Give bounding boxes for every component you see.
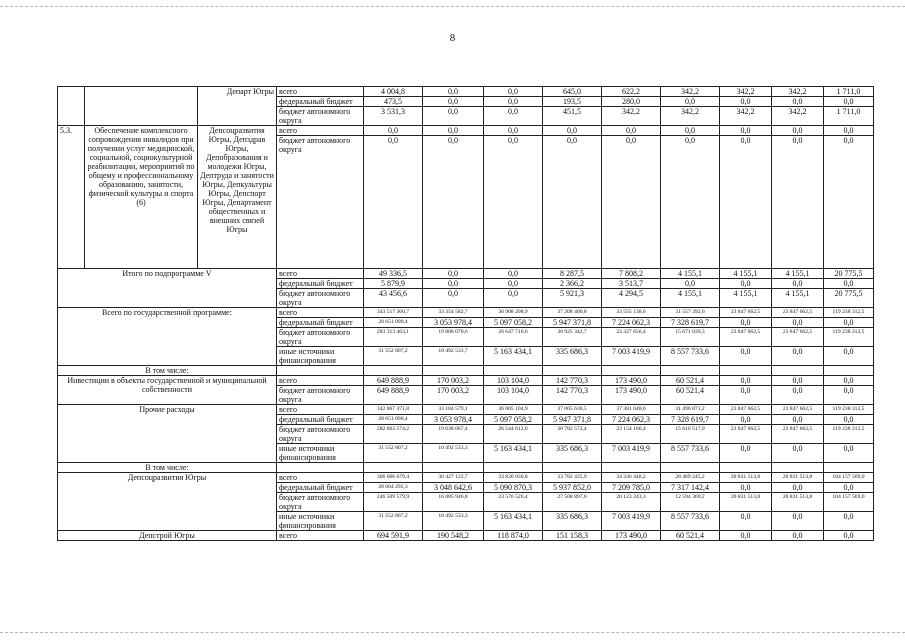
value-cell: 19 808 070,6 (423, 328, 484, 347)
value-cell: 3 048 642,6 (423, 483, 484, 493)
value-cell: 283 313 463,1 (364, 328, 423, 347)
empty-cell (364, 463, 423, 473)
value-cell: 20 775,5 (824, 269, 874, 279)
value-cell: 0,0 (484, 289, 543, 308)
table-row (58, 269, 874, 279)
value-cell: 0,0 (824, 97, 874, 107)
value-cell: 0,0 (772, 318, 824, 328)
value-cell: 0,0 (423, 279, 484, 289)
value-cell: 16 885 946,8 (423, 493, 484, 512)
empty-cell (543, 463, 602, 473)
value-cell: 7 317 142,4 (661, 483, 720, 493)
value-cell: 12 594 369,2 (661, 493, 720, 512)
table-row (58, 366, 874, 376)
value-cell: 7 003 419,9 (602, 347, 661, 366)
value-cell: 33 555 138,6 (602, 308, 661, 318)
value-cell: 30 427 122,7 (423, 473, 484, 483)
empty-cell (824, 366, 874, 376)
including-label-cell: В том числе: (58, 463, 277, 473)
value-cell: 8 557 733,6 (661, 512, 720, 531)
empty-cell (772, 463, 824, 473)
value-cell: 0,0 (423, 269, 484, 279)
value-cell: 4 004,8 (364, 87, 423, 97)
item-number-cell (58, 87, 85, 126)
funding-source-cell: федеральный бюджет (277, 415, 364, 425)
value-cell: 342,2 (602, 107, 661, 126)
value-cell: 0,0 (423, 97, 484, 107)
value-cell: 23 847 662,5 (772, 425, 824, 444)
value-cell: 0,0 (772, 444, 824, 463)
value-cell: 103 104,0 (484, 376, 543, 386)
table-row (58, 376, 874, 386)
empty-cell (364, 366, 423, 376)
value-cell: 451,5 (543, 107, 602, 126)
value-cell: 170 003,2 (423, 386, 484, 405)
value-cell: 0,0 (772, 136, 824, 269)
value-cell: 60 521,4 (661, 531, 720, 541)
funding-source-cell: всего (277, 473, 364, 483)
funding-source-cell: бюджет автономного округа (277, 136, 364, 269)
funding-source-cell: иные источники финансирования (277, 512, 364, 531)
value-cell: 0,0 (824, 376, 874, 386)
table-row (58, 473, 874, 483)
value-cell: 190 548,2 (423, 531, 484, 541)
value-cell: 28 604 292,3 (364, 483, 423, 493)
value-cell: 3 053 978,4 (423, 318, 484, 328)
empty-cell (423, 366, 484, 376)
value-cell: 0,0 (824, 415, 874, 425)
value-cell: 49 336,5 (364, 269, 423, 279)
value-cell: 0,0 (720, 97, 772, 107)
value-cell: 1 711,0 (824, 87, 874, 97)
executor-cell: Департ Югры (198, 87, 277, 126)
value-cell: 342 867 471,8 (364, 405, 423, 415)
value-cell: 0,0 (364, 126, 423, 136)
value-cell: 0,0 (423, 107, 484, 126)
value-cell: 173 490,0 (602, 531, 661, 541)
value-cell: 5 879,9 (364, 279, 423, 289)
value-cell: 23 847 662,5 (772, 405, 824, 415)
value-cell: 0,0 (720, 512, 772, 531)
value-cell: 4 155,1 (772, 289, 824, 308)
executor-label-cell: Депстрой Югры (58, 531, 277, 541)
value-cell: 4 155,1 (720, 289, 772, 308)
value-cell: 0,0 (720, 444, 772, 463)
value-cell: 1 711,0 (824, 107, 874, 126)
funding-source-cell: всего (277, 308, 364, 318)
value-cell: 0,0 (772, 347, 824, 366)
value-cell: 33 184 579,1 (423, 405, 484, 415)
value-cell: 343 517 360,7 (364, 308, 423, 318)
value-cell: 0,0 (484, 107, 543, 126)
value-cell: 43 456,6 (364, 289, 423, 308)
funding-source-cell: бюджет автономного округа (277, 386, 364, 405)
other-expenses-label-cell: Прочие расходы (58, 405, 277, 463)
investments-label-cell: Инвестиции в объекты государственной и муниципальной собственности (58, 376, 277, 405)
value-cell: 473,5 (364, 97, 423, 107)
value-cell: 36 805 104,9 (484, 405, 543, 415)
value-cell: 4 155,1 (720, 269, 772, 279)
value-cell: 0,0 (364, 136, 423, 269)
value-cell: 0,0 (720, 415, 772, 425)
value-cell: 0,0 (661, 126, 720, 136)
value-cell: 193,5 (543, 97, 602, 107)
value-cell: 0,0 (772, 512, 824, 531)
value-cell: 3 053 978,4 (423, 415, 484, 425)
value-cell: 0,0 (824, 512, 874, 531)
value-cell: 173 490,0 (602, 386, 661, 405)
value-cell: 0,0 (772, 97, 824, 107)
value-cell: 0,0 (772, 531, 824, 541)
funding-source-cell: федеральный бюджет (277, 483, 364, 493)
value-cell: 28 469 245,2 (661, 473, 720, 483)
empty-cell (602, 366, 661, 376)
value-cell: 8 287,5 (543, 269, 602, 279)
table-row (58, 531, 874, 541)
item-name-cell: Обеспечение комплексного сопровождения инвалидов при получении услуг медицинской, социальной, социокультурной реабилитации, мероприятий по общему и профессиональному образованию, занятости, физической культуры и спорта (6) (85, 126, 198, 269)
value-cell: 20 123 243,3 (602, 493, 661, 512)
value-cell: 20 831 513,8 (772, 493, 824, 512)
value-cell: 0,0 (661, 136, 720, 269)
value-cell: 5 163 434,1 (484, 444, 543, 463)
funding-source-cell: федеральный бюджет (277, 97, 364, 107)
value-cell: 119 238 312,5 (824, 308, 874, 318)
empty-cell (543, 366, 602, 376)
value-cell: 649 888,9 (364, 386, 423, 405)
executor-label-cell: Депсоцразвития Югры (58, 473, 277, 531)
value-cell: 5 947 371,8 (543, 318, 602, 328)
value-cell: 3 531,3 (364, 107, 423, 126)
value-cell: 7 224 062,3 (602, 318, 661, 328)
table-row (58, 308, 874, 318)
value-cell: 5 937 852,0 (543, 483, 602, 493)
value-cell: 0,0 (423, 87, 484, 97)
value-cell: 0,0 (484, 279, 543, 289)
value-cell: 622,2 (602, 87, 661, 97)
value-cell: 0,0 (543, 126, 602, 136)
value-cell: 0,0 (772, 483, 824, 493)
value-cell: 645,0 (543, 87, 602, 97)
value-cell: 335 686,3 (543, 347, 602, 366)
value-cell: 31 496 871,2 (661, 405, 720, 415)
value-cell: 649 888,9 (364, 376, 423, 386)
funding-source-cell: бюджет автономного округа (277, 289, 364, 308)
value-cell: 5 921,3 (543, 289, 602, 308)
value-cell: 0,0 (720, 318, 772, 328)
empty-cell (720, 366, 772, 376)
value-cell: 0,0 (772, 126, 824, 136)
value-cell: 0,0 (543, 136, 602, 269)
value-cell: 23 847 662,5 (772, 328, 824, 347)
empty-cell (824, 463, 874, 473)
value-cell: 0,0 (602, 136, 661, 269)
value-cell: 0,0 (772, 415, 824, 425)
total-label-cell: Всего по государственной программе: (58, 308, 277, 366)
value-cell: 0,0 (824, 126, 874, 136)
value-cell: 0,0 (772, 386, 824, 405)
value-cell: 0,0 (484, 136, 543, 269)
value-cell: 0,0 (484, 269, 543, 279)
value-cell: 23 154 166,4 (602, 425, 661, 444)
funding-source-cell: всего (277, 405, 364, 415)
value-cell: 0,0 (824, 444, 874, 463)
value-cell: 0,0 (772, 279, 824, 289)
value-cell: 119 238 312,5 (824, 405, 874, 415)
value-cell: 28 651 090,4 (364, 415, 423, 425)
value-cell: 7 003 419,9 (602, 512, 661, 531)
value-cell: 0,0 (824, 279, 874, 289)
value-cell: 0,0 (423, 126, 484, 136)
value-cell: 246 509 579,9 (364, 493, 423, 512)
table-row (58, 87, 874, 97)
value-cell: 7 328 619,7 (661, 318, 720, 328)
value-cell: 20 831 513,8 (720, 493, 772, 512)
value-cell: 23 847 662,5 (720, 328, 772, 347)
value-cell: 335 686,3 (543, 512, 602, 531)
value-cell: 280,0 (602, 97, 661, 107)
value-cell: 20 831 513,8 (772, 473, 824, 483)
value-cell: 142 770,3 (543, 376, 602, 386)
value-cell: 306 666 679,4 (364, 473, 423, 483)
executor-cell: Депсоцразвития Югры, Депздрав Югры, Депобразования и молодежи Югры, Дептруда и занятости Югры, Депкультуры Югры, Депспорт Югры, Департамент общественных и внешних связей Югры (198, 126, 277, 269)
value-cell: 104 157 569,0 (824, 473, 874, 483)
value-cell: 37 065 630,5 (543, 405, 602, 415)
value-cell: 4 294,5 (602, 289, 661, 308)
value-cell: 10 492 533,7 (423, 347, 484, 366)
value-cell: 335 686,3 (543, 444, 602, 463)
value-cell: 30 782 572,4 (543, 425, 602, 444)
funding-source-cell: иные источники финансирования (277, 347, 364, 366)
value-cell: 31 552 807,2 (364, 444, 423, 463)
value-cell: 10 492 533,3 (423, 444, 484, 463)
value-cell: 34 336 448,2 (602, 473, 661, 483)
value-cell: 0,0 (720, 347, 772, 366)
value-cell: 33 354 582,7 (423, 308, 484, 318)
value-cell: 0,0 (824, 318, 874, 328)
scan-edge-bottom (0, 632, 905, 633)
value-cell: 26 544 612,6 (484, 425, 543, 444)
value-cell: 342,2 (720, 87, 772, 97)
value-cell: 0,0 (824, 386, 874, 405)
value-cell: 60 521,4 (661, 386, 720, 405)
table-row (58, 405, 874, 415)
value-cell: 170 003,2 (423, 376, 484, 386)
value-cell: 37 381 648,6 (602, 405, 661, 415)
value-cell: 20 775,5 (824, 289, 874, 308)
value-cell: 20 831 513,8 (720, 473, 772, 483)
value-cell: 0,0 (824, 136, 874, 269)
value-cell: 10 492 533,3 (423, 512, 484, 531)
value-cell: 0,0 (661, 279, 720, 289)
value-cell: 342,2 (720, 107, 772, 126)
value-cell: 30 925 342,7 (543, 328, 602, 347)
page-number: 8 (449, 32, 456, 44)
funding-source-cell: бюджет автономного округа (277, 107, 364, 126)
value-cell: 7 209 785,0 (602, 483, 661, 493)
value-cell: 23 847 662,5 (772, 308, 824, 318)
value-cell: 8 557 733,6 (661, 444, 720, 463)
value-cell: 4 155,1 (661, 269, 720, 279)
value-cell: 0,0 (423, 136, 484, 269)
value-cell: 60 521,4 (661, 376, 720, 386)
value-cell: 0,0 (720, 136, 772, 269)
funding-source-cell: всего (277, 376, 364, 386)
value-cell: 7 224 062,3 (602, 415, 661, 425)
funding-source-cell: всего (277, 269, 364, 279)
value-cell: 0,0 (720, 386, 772, 405)
funding-source-cell: бюджет автономного округа (277, 493, 364, 512)
value-cell: 0,0 (484, 87, 543, 97)
value-cell: 28 651 090,4 (364, 318, 423, 328)
table-row (58, 463, 874, 473)
value-cell: 0,0 (720, 376, 772, 386)
value-cell: 104 157 569,0 (824, 493, 874, 512)
value-cell: 37 208 400,8 (543, 308, 602, 318)
value-cell: 119 238 312,5 (824, 328, 874, 347)
value-cell: 0,0 (484, 97, 543, 107)
value-cell: 23 847 662,5 (720, 405, 772, 415)
value-cell: 118 874,0 (484, 531, 543, 541)
value-cell: 15 610 517,9 (661, 425, 720, 444)
empty-cell (720, 463, 772, 473)
value-cell: 7 003 419,9 (602, 444, 661, 463)
value-cell: 342,2 (661, 87, 720, 97)
value-cell: 36 908 208,9 (484, 308, 543, 318)
value-cell: 0,0 (720, 483, 772, 493)
value-cell: 3 513,7 (602, 279, 661, 289)
value-cell: 342,2 (772, 87, 824, 97)
funding-source-cell: всего (277, 87, 364, 97)
value-cell: 23 576 526,4 (484, 493, 543, 512)
value-cell: 0,0 (720, 531, 772, 541)
value-cell: 694 591,9 (364, 531, 423, 541)
value-cell: 31 557 392,6 (661, 308, 720, 318)
value-cell: 342,2 (772, 107, 824, 126)
value-cell: 33 830 830,8 (484, 473, 543, 483)
value-cell: 5 097 058,2 (484, 415, 543, 425)
value-cell: 5 163 434,1 (484, 512, 543, 531)
funding-source-cell: бюджет автономного округа (277, 425, 364, 444)
item-name-cell (85, 87, 198, 126)
value-cell: 4 155,1 (661, 289, 720, 308)
value-cell: 7 808,2 (602, 269, 661, 279)
value-cell: 0,0 (484, 126, 543, 136)
value-cell: 0,0 (602, 126, 661, 136)
value-cell: 23 847 662,5 (720, 425, 772, 444)
empty-cell (602, 463, 661, 473)
empty-cell (484, 366, 543, 376)
empty-cell (772, 366, 824, 376)
value-cell: 0,0 (720, 126, 772, 136)
value-cell: 282 663 574,2 (364, 425, 423, 444)
value-cell: 142 770,3 (543, 386, 602, 405)
value-cell: 5 090 870,3 (484, 483, 543, 493)
value-cell: 31 552 807,2 (364, 512, 423, 531)
value-cell: 151 158,3 (543, 531, 602, 541)
item-number-cell: 5.3. (58, 126, 85, 269)
value-cell: 19 638 067,4 (423, 425, 484, 444)
value-cell: 15 671 039,3 (661, 328, 720, 347)
value-cell: 5 947 371,8 (543, 415, 602, 425)
value-cell: 5 097 058,2 (484, 318, 543, 328)
funding-source-cell: федеральный бюджет (277, 318, 364, 328)
value-cell: 0,0 (824, 483, 874, 493)
value-cell: 0,0 (824, 531, 874, 541)
value-cell: 8 557 733,6 (661, 347, 720, 366)
value-cell: 23 847 662,5 (720, 308, 772, 318)
including-label-cell: В том числе: (58, 366, 277, 376)
empty-cell (484, 463, 543, 473)
value-cell: 27 508 897,6 (543, 493, 602, 512)
value-cell: 0,0 (423, 289, 484, 308)
value-cell: 7 328 619,7 (661, 415, 720, 425)
value-cell: 0,0 (772, 376, 824, 386)
subtotal-label-cell: Итого по подпрограмме V (58, 269, 277, 308)
funding-source-cell: федеральный бюджет (277, 279, 364, 289)
value-cell: 342,2 (661, 107, 720, 126)
value-cell: 103 104,0 (484, 386, 543, 405)
empty-cell (277, 463, 364, 473)
funding-source-cell: бюджет автономного округа (277, 328, 364, 347)
value-cell: 31 552 807,2 (364, 347, 423, 366)
budget-table (57, 86, 874, 541)
value-cell: 4 155,1 (772, 269, 824, 279)
empty-cell (661, 366, 720, 376)
value-cell: 173 490,0 (602, 376, 661, 386)
funding-source-cell: всего (277, 126, 364, 136)
funding-source-cell: всего (277, 531, 364, 541)
value-cell: 23 327 656,4 (602, 328, 661, 347)
empty-cell (277, 366, 364, 376)
value-cell: 0,0 (661, 97, 720, 107)
empty-cell (661, 463, 720, 473)
table-row (58, 126, 874, 136)
value-cell: 26 647 716,6 (484, 328, 543, 347)
value-cell: 2 366,2 (543, 279, 602, 289)
value-cell: 119 238 312,5 (824, 425, 874, 444)
empty-cell (423, 463, 484, 473)
value-cell: 0,0 (824, 347, 874, 366)
value-cell: 5 163 434,1 (484, 347, 543, 366)
value-cell: 0,0 (720, 279, 772, 289)
value-cell: 33 782 435,9 (543, 473, 602, 483)
funding-source-cell: иные источники финансирования (277, 444, 364, 463)
scan-edge-top (0, 6, 905, 7)
